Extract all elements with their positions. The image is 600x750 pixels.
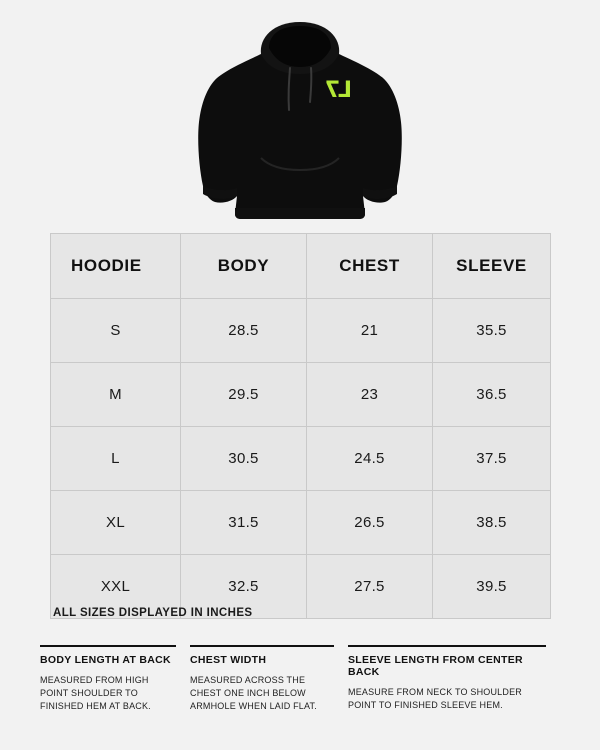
product-image-area — [0, 0, 600, 228]
cell-sleeve: 36.5 — [433, 363, 551, 427]
cell-size: XL — [51, 491, 181, 555]
note-title: BODY LENGTH AT BACK — [40, 645, 176, 666]
column-header-hoodie: HOODIE — [51, 234, 181, 299]
note-sleeve-length — [348, 645, 560, 713]
note-text: MEASURE FROM NECK TO SHOULDER POINT TO FINISHED SLEEVE HEM. — [348, 687, 522, 711]
cell-sleeve: 38.5 — [433, 491, 551, 555]
table-row — [51, 491, 551, 555]
cell-chest: 26.5 — [307, 491, 433, 555]
size-table — [50, 233, 551, 619]
column-header-chest: CHEST — [307, 234, 433, 299]
cell-sleeve: 35.5 — [433, 299, 551, 363]
note-title: CHEST WIDTH — [190, 645, 334, 666]
note-body-length — [40, 645, 190, 713]
note-text: MEASURED ACROSS THE CHEST ONE INCH BELOW ARMHOLE WHEN LAID FLAT. — [190, 675, 317, 712]
note-title: SLEEVE LENGTH FROM CENTER BACK — [348, 645, 546, 678]
column-header-sleeve: SLEEVE — [433, 234, 551, 299]
cell-chest: 24.5 — [307, 427, 433, 491]
table-row — [51, 363, 551, 427]
size-table-wrap — [50, 233, 550, 619]
cell-chest: 27.5 — [307, 555, 433, 619]
size-table-head — [51, 234, 551, 299]
cell-sleeve: 37.5 — [433, 427, 551, 491]
table-row — [51, 427, 551, 491]
cell-size: S — [51, 299, 181, 363]
cell-body: 30.5 — [181, 427, 307, 491]
size-table-body — [51, 299, 551, 619]
column-header-body: BODY — [181, 234, 307, 299]
cell-sleeve: 39.5 — [433, 555, 551, 619]
units-note: ALL SIZES DISPLAYED IN INCHES — [53, 607, 253, 619]
cell-body: 31.5 — [181, 491, 307, 555]
note-chest-width — [190, 645, 348, 713]
chest-logo-icon: L7 — [326, 78, 352, 103]
cell-chest: 23 — [307, 363, 433, 427]
cell-body: 29.5 — [181, 363, 307, 427]
cell-body: 32.5 — [181, 555, 307, 619]
measurement-notes — [40, 645, 560, 713]
cell-body: 28.5 — [181, 299, 307, 363]
cell-size: L — [51, 427, 181, 491]
table-header-row — [51, 234, 551, 299]
cell-size: XXL — [51, 555, 181, 619]
hoodie-illustration — [195, 18, 405, 223]
note-text: MEASURED FROM HIGH POINT SHOULDER TO FINISHED HEM AT BACK. — [40, 675, 151, 712]
table-row — [51, 299, 551, 363]
cell-size: M — [51, 363, 181, 427]
cell-chest: 21 — [307, 299, 433, 363]
